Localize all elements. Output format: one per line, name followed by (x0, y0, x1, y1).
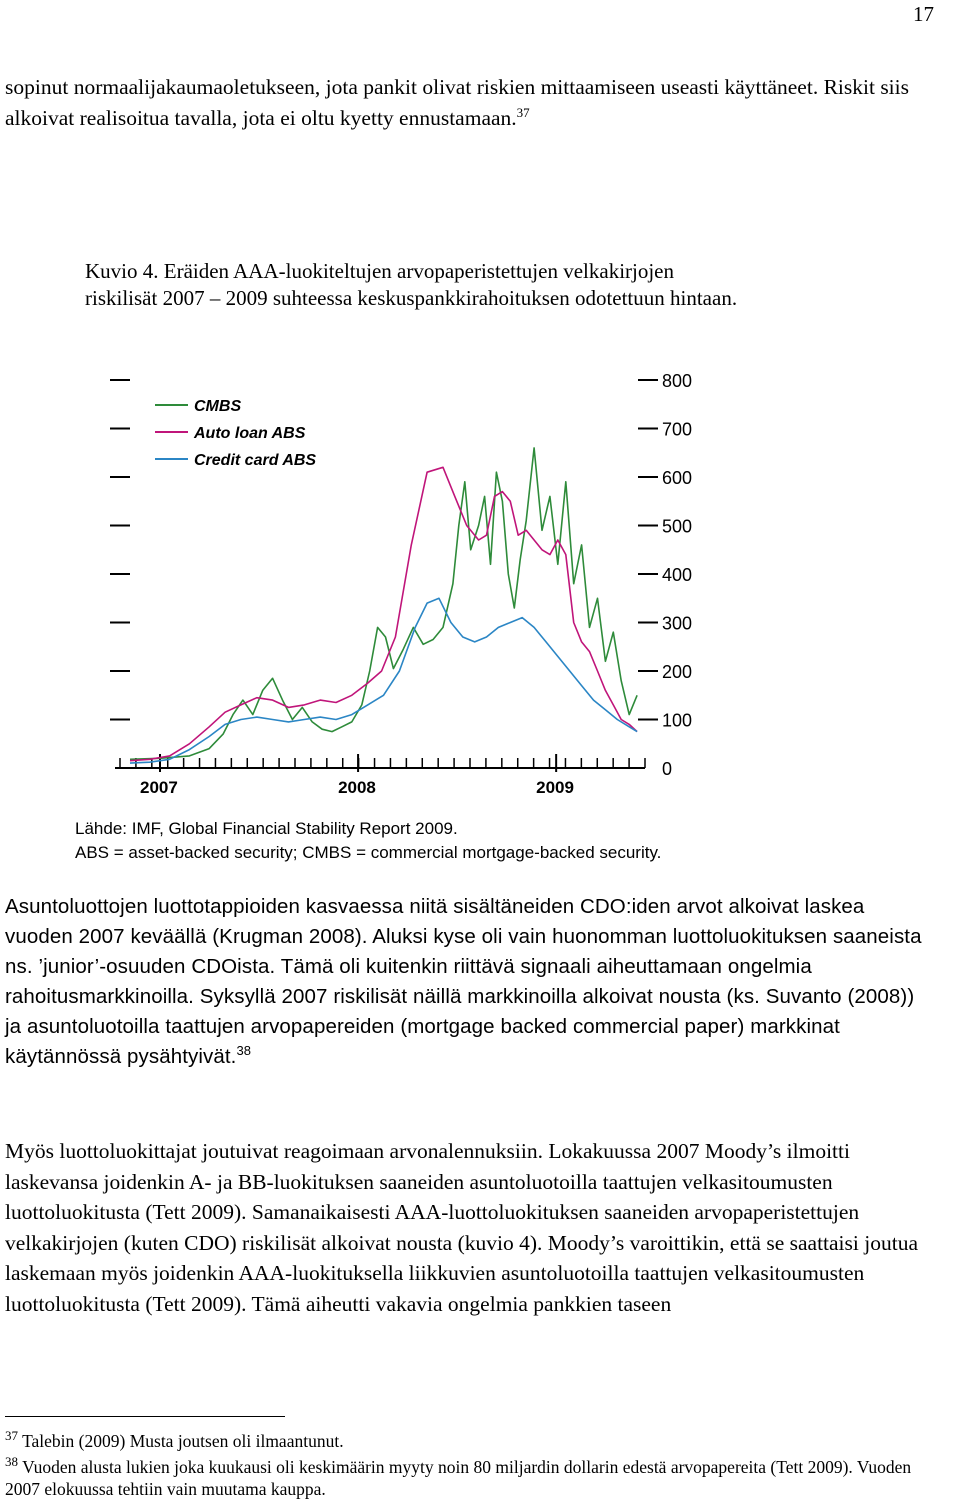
footnote-37-number: 37 (5, 1428, 18, 1444)
legend-label-2: Credit card ABS (194, 452, 317, 469)
y-tick-label-800: 800 (662, 371, 693, 391)
figure-abbreviations: ABS = asset-backed security; CMBS = commercial mortgage-backed security. (75, 843, 662, 862)
y-tick-label-600: 600 (662, 468, 693, 488)
body-paragraph-1 (5, 892, 934, 1072)
risk-premium-chart (100, 360, 720, 800)
y-tick-label-400: 400 (662, 565, 693, 585)
footnote-38-text: Vuoden alusta lukien joka kuukausi oli keskimäärin myyty noin 80 miljardin dollarin edestä arvopapereita (Tett 2009). Vuoden 2007 elokuussa tehtiin vain muutama kauppa. (5, 1457, 912, 1499)
chart-legend (155, 398, 316, 469)
footnote-ref-37[interactable]: 37 (516, 104, 530, 120)
series-line-credit-card-abs (130, 598, 637, 763)
footnote-38-number: 38 (5, 1454, 18, 1470)
x-tick-label-2007: 2007 (140, 778, 178, 797)
y-tick-label-700: 700 (662, 419, 693, 440)
series-lines (130, 448, 637, 763)
footnote-37 (5, 1430, 934, 1452)
figure-caption (85, 258, 885, 312)
legend-label-0: CMBS (194, 398, 242, 415)
footnote-divider (5, 1416, 285, 1417)
body-paragraph-2: Myös luottoluokittajat joutuivat reagoimaan arvonalennuksiin. Lokakuussa 2007 Moody’s ilmoitti laskevansa joidenkin A- ja BB-luokituksen saaneiden asuntoluotoilla taattujen velkasitoumusten luottoluokitusta (Tett 2009). Samanaikaisesti AAA-luottoluokituksen saaneiden arvopaperistettujen velkakirjojen (kuten CDO) riskilisät alkoivat nousta (kuvio 4). Moody’s varoittikin, että se saattaisi joutua laskemaan myös joidenkin AAA-luokituksella liikkuvien asuntoluotoilla taattujen velkasitoumusten luottoluokitusta (Tett 2009). Tämä aiheutti vakavia ongelmia pankkien taseen (5, 1139, 918, 1316)
right-axis (638, 371, 692, 779)
figure-source: Lähde: IMF, Global Financial Stability Report 2009. (75, 819, 458, 838)
intro-paragraph (5, 72, 934, 133)
y-tick-label-500: 500 (662, 516, 693, 537)
left-tick-marks (110, 380, 130, 720)
y-tick-label-200: 200 (662, 662, 693, 682)
legend-label-1: Auto loan ABS (194, 425, 306, 442)
footnote-ref-38[interactable]: 38 (236, 1043, 252, 1059)
caption-line-2: riskilisät 2007 – 2009 suhteessa keskuspankkirahoituksen odotettuun hintaan. (85, 286, 738, 310)
series-line-cmbs (130, 448, 637, 759)
y-tick-label-0: 0 (662, 759, 673, 779)
intro-text: sopinut normaalijakaumaoletukseen, jota pankit olivat riskien mittaamiseen useasti käyttäneet. Riskit siis alkoivat realisoitua tavalla, jota ei oltu kyetty ennustamaan. (5, 75, 909, 130)
page-number: 17 (913, 2, 934, 26)
body-paragraph-1-text: Asuntoluottojen luottotappioiden kasvaessa niitä sisältäneiden CDO:iden arvot alkoivat laskea vuoden 2007 keväällä (Krugman 2008). Aluksi kyse oli vain huonomman luottoluokituksen saaneista ns. ’junior’-osuuden CDOista. Tämä oli kuitenkin riittävä signaali aiheuttamaan ongelmia rahoitusmarkkinoilla. Syksyllä 2007 riskilisät näillä markkinoilla alkoivat nousta (ks. Suvanto (2008)) ja asuntoluotoilla taattujen arvopapereiden (mortgage backed commercial paper) markkinat käytännössä pysähtyivät. (5, 895, 922, 1068)
y-tick-label-100: 100 (662, 710, 693, 731)
x-axis (115, 754, 645, 797)
footnote-37-text: Talebin (2009) Musta joutsen oli ilmaantunut. (22, 1431, 344, 1451)
series-line-auto-loan-abs (130, 467, 637, 760)
x-tick-label-2009: 2009 (536, 778, 574, 797)
caption-line-1: Kuvio 4. Eräiden AAA-luokiteltujen arvopaperistettujen velkakirjojen (85, 259, 675, 283)
x-tick-label-2008: 2008 (338, 778, 376, 797)
footnote-38 (5, 1456, 934, 1500)
y-tick-label-300: 300 (662, 613, 693, 634)
